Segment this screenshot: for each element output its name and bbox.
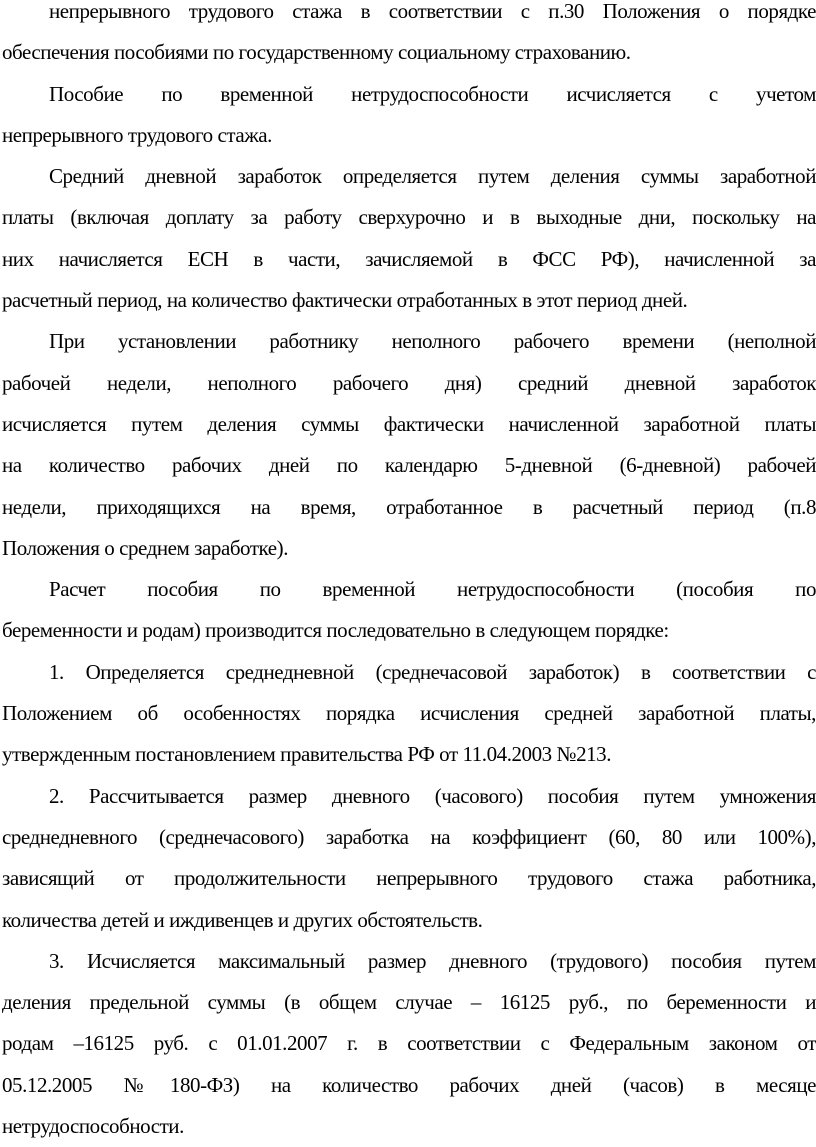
text-line: Средний дневной заработок определяется путем деления суммы заработной <box>49 164 816 189</box>
text-line: на количество рабочих дней по календарю 5-дневной (6-дневной) рабочей <box>2 453 816 478</box>
text-line: непрерывного трудового стажа в соответствии с п.30 Положения о порядке <box>49 0 816 23</box>
text-line: Расчет пособия по временной нетрудоспособности (пособия по <box>49 577 816 602</box>
text-line: утвержденным постановлением правительства РФ от 11.04.2003 №213. <box>2 742 612 767</box>
text-line: 1. Определяется среднедневной (среднечасовой заработок) в соответствии с <box>49 659 816 684</box>
text-line: обеспечения пособиями по государственному социальному страхованию. <box>2 40 631 65</box>
text-line: Пособие по временной нетрудоспособности исчисляется с учетом <box>49 81 816 106</box>
text-line: нетрудоспособности. <box>2 1114 184 1139</box>
text-line: Положением об особенностях порядка исчисления средней заработной платы, <box>2 701 816 726</box>
text-line: среднедневного (среднечасового) заработка на коэффициент (60, 80 или 100%), <box>2 824 816 849</box>
text-line: 2. Рассчитывается размер дневного (часового) пособия путем умножения <box>49 783 816 808</box>
text-line: 05.12.2005 №180-ФЗ) на количество рабочих дней (часов) в месяце <box>2 1072 816 1097</box>
text-line: родам –16125 руб. с 01.01.2007 г. в соответствии с Федеральным законом от <box>2 1031 816 1056</box>
text-line: них начисляется ЕСН в части, зачисляемой в ФСС РФ), начисленной за <box>2 246 816 271</box>
text-line: беременности и родам) производится последовательно в следующем порядке: <box>2 618 669 643</box>
text-line: исчисляется путем деления суммы фактически начисленной заработной платы <box>2 411 816 436</box>
text-line: 3. Исчисляется максимальный размер дневного (трудового) пособия путем <box>49 948 816 973</box>
document-body <box>2 0 816 1147</box>
text-line: количества детей и иждивенцев и других обстоятельств. <box>2 907 483 932</box>
text-line: рабочей недели, неполного рабочего дня) средний дневной заработок <box>2 370 816 395</box>
text-line: расчетный период, на количество фактически отработанных в этот период дней. <box>2 288 688 313</box>
text-line: недели, приходящихся на время, отработанное в расчетный период (п.8 <box>2 494 816 519</box>
text-line: платы (включая доплату за работу сверхурочно и в выходные дни, поскольку на <box>2 205 816 230</box>
text-line: непрерывного трудового стажа. <box>2 122 272 147</box>
text-line: деления предельной суммы (в общем случае – 16125 руб., по беременности и <box>2 990 816 1015</box>
text-line: зависящий от продолжительности непрерывного трудового стажа работника, <box>2 866 816 891</box>
text-line: Положения о среднем заработке). <box>2 535 288 560</box>
text-line: При установлении работнику неполного рабочего времени (неполной <box>49 329 816 354</box>
